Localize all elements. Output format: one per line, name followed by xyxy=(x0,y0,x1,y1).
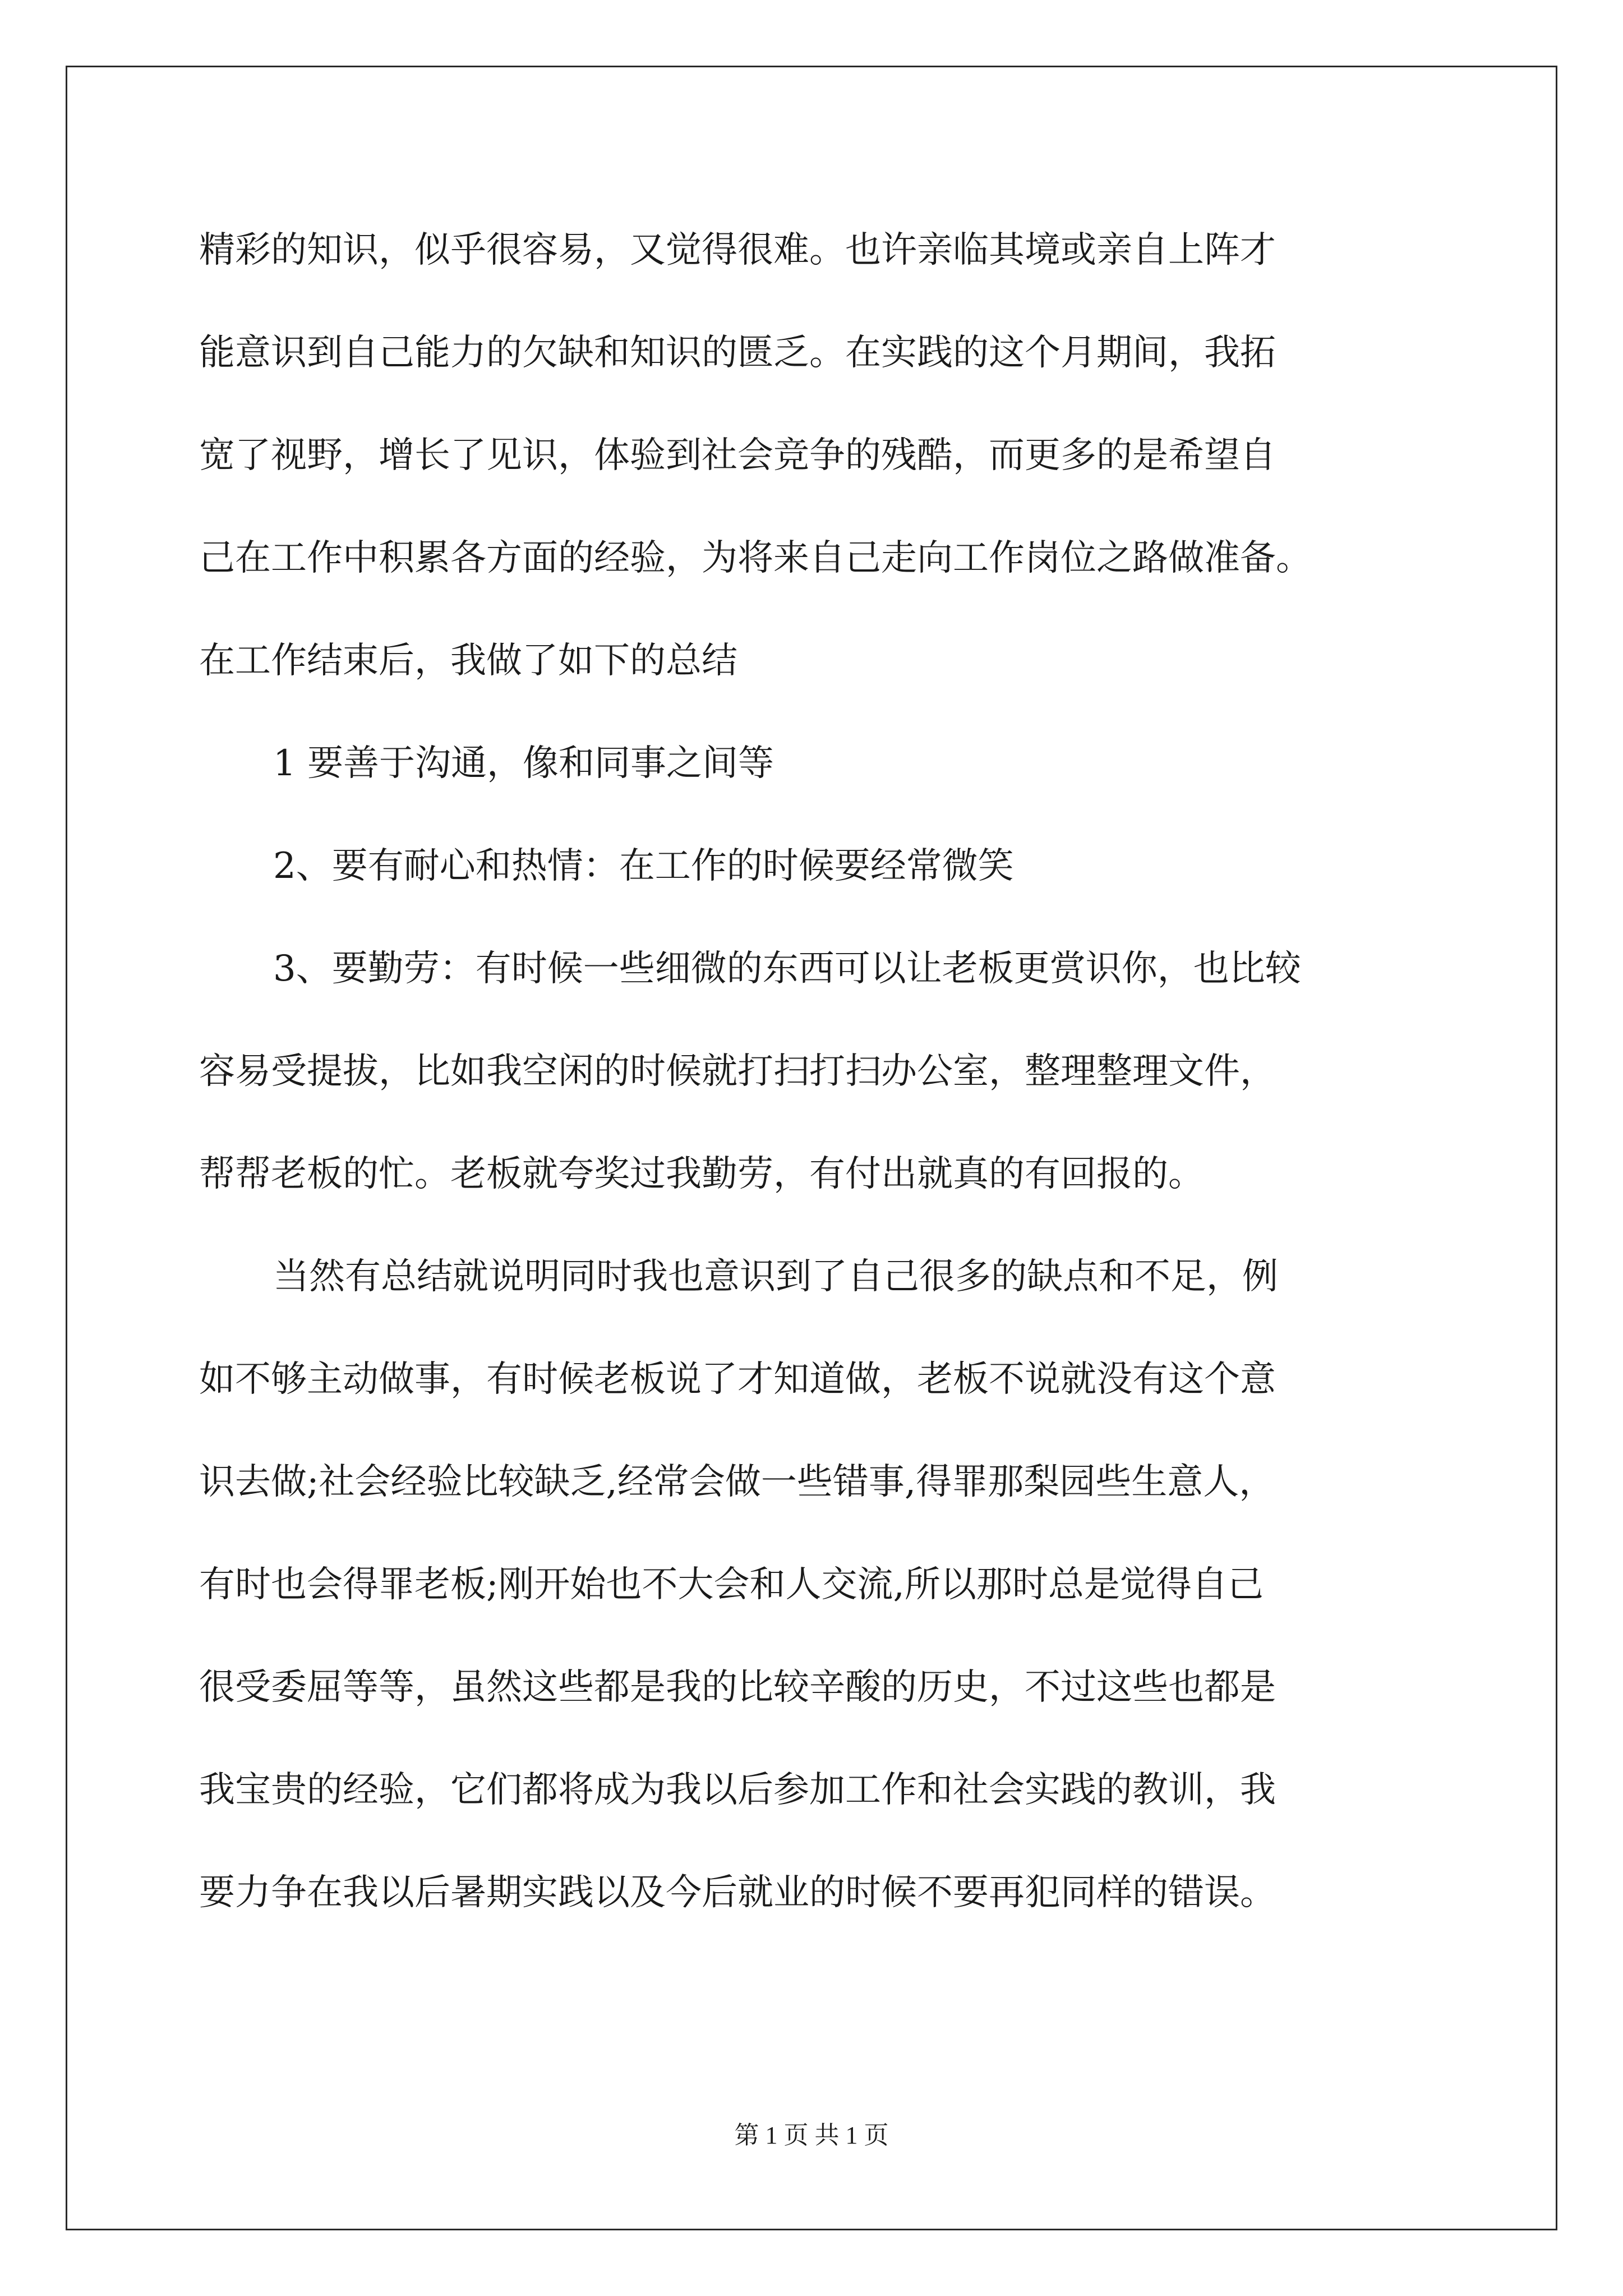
summary-item-2: 2、要有耐心和热情：在工作的时候要经常微笑 xyxy=(273,845,1014,887)
text-line-2: 能意识到自己能力的欠缺和知识的匮乏。在实践的这个月期间，我拓 xyxy=(199,332,1276,374)
text-line-4: 己在工作中积累各方面的经验，为将来自己走向工作岗位之路做准备。 xyxy=(199,537,1312,579)
text-line-17: 要力争在我以后暑期实践以及今后就业的时候不要再犯同样的错误。 xyxy=(199,1872,1276,1913)
text-line-3: 宽了视野，增长了见识，体验到社会竞争的残酷，而更多的是希望自 xyxy=(199,435,1276,476)
text-line-9: 容易受提拔，比如我空闲的时候就打扫打扫办公室，整理整理文件， xyxy=(199,1051,1276,1092)
page-number-footer: 第 1 页 共 1 页 xyxy=(734,2122,889,2149)
text-line-16: 我宝贵的经验，它们都将成为我以后参加工作和社会实践的教训，我 xyxy=(199,1769,1276,1811)
document-body xyxy=(199,199,1467,1944)
text-line-14: 有时也会得罪老板;刚开始也不大会和人交流,所以那时总是觉得自己 xyxy=(199,1564,1264,1605)
summary-item-1: 1 要善于沟通，像和同事之间等 xyxy=(273,743,774,784)
summary-item-3: 3、要勤劳：有时候一些细微的东西可以让老板更赏识你，也比较 xyxy=(273,948,1301,990)
text-line-15: 很受委屈等等，虽然这些都是我的比较辛酸的历史，不过这些也都是 xyxy=(199,1667,1276,1708)
paragraph-start-reflection: 当然有总结就说明同时我也意识到了自己很多的缺点和不足，例 xyxy=(273,1256,1278,1297)
text-line-5: 在工作结束后，我做了如下的总结 xyxy=(199,640,737,682)
text-line-1: 精彩的知识，似乎很容易，又觉得很难。也许亲临其境或亲自上阵才 xyxy=(199,229,1276,271)
text-line-12: 如不够主动做事，有时候老板说了才知道做，老板不说就没有这个意 xyxy=(199,1359,1276,1400)
text-line-10: 帮帮老板的忙。老板就夸奖过我勤劳，有付出就真的有回报的。 xyxy=(199,1153,1204,1195)
text-line-13: 识去做;社会经验比较缺乏,经常会做一些错事,得罪那梨园些生意人， xyxy=(199,1461,1275,1503)
